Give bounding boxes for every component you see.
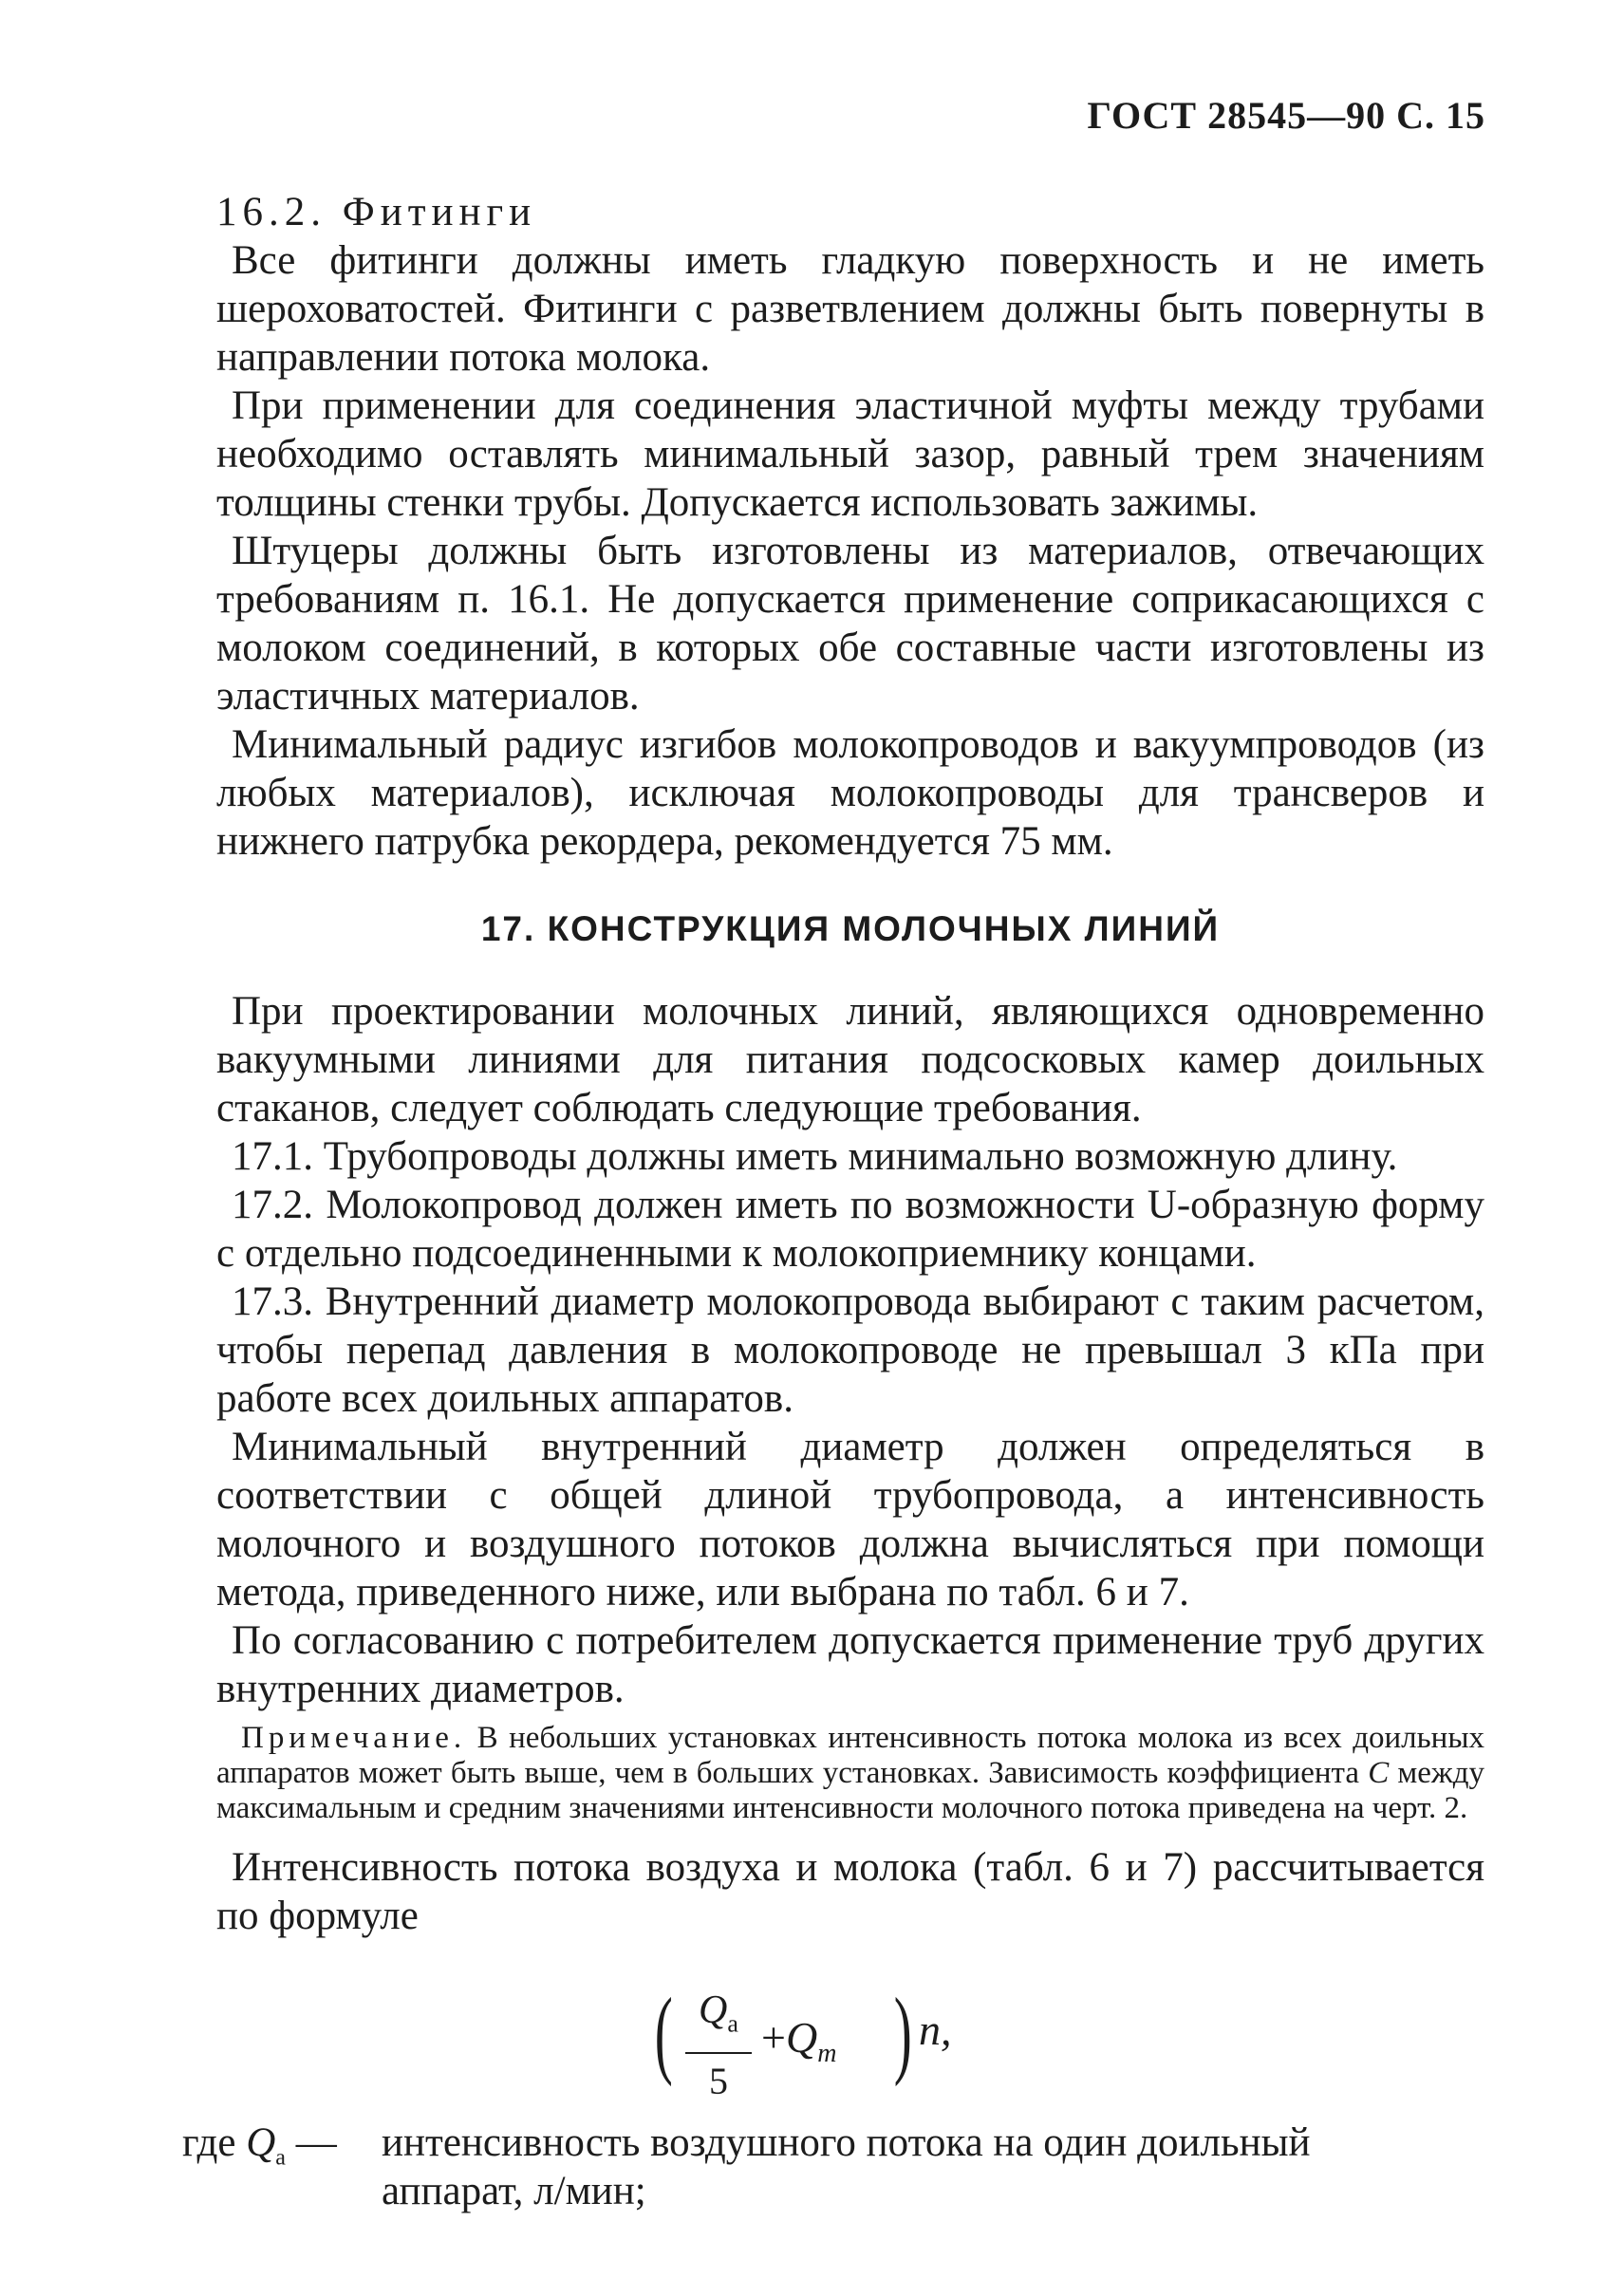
- flow-formula: [216, 1980, 1484, 2103]
- formula-fraction-bar: [685, 2052, 752, 2054]
- paragraph-design-intro: При проектировании молочных линий, являющихся одновременно вакуумными линиями для питания подсосковых камер доильных стаканов, следует соблюдать следующие требования.: [216, 989, 1484, 1130]
- paragraph-17-2: 17.2. Молокопровод должен иметь по возможности U-образную форму с отдельно подсоединенными к молокоприемнику концами.: [216, 1183, 1484, 1276]
- where-dash: —: [295, 2120, 337, 2165]
- paragraph-fittings-surface: Все фитинги должны иметь гладкую поверхность и не иметь шероховатостей. Фитинги с разветвлением должны быть повернуты в направлении потока молока.: [216, 238, 1484, 380]
- formula-plus-term: [761, 2012, 836, 2069]
- paragraph-min-diameter: Минимальный внутренний диаметр должен определяться в соответствии с общей длиной трубопровода, а интенсивность молочного и воздушного потоков должна вычисляться при помощи метода, приведенного ниже, или выбрана по табл. 6 и 7.: [216, 1425, 1484, 1615]
- paragraph-nipples-materials: Штуцеры должны быть изготовлены из материалов, отвечающих требованиям п. 16.1. Не допускается применение соприкасающихся с молоком соединений, в которых обе составные части изготовлены из эластичных материалов.: [216, 529, 1484, 719]
- formula-plus: +: [761, 2013, 786, 2062]
- formula-numerator: [685, 1986, 752, 2048]
- where-definition: [182, 2119, 1484, 2215]
- paragraph-formula-intro: Интенсивность потока воздуха и молока (табл. 6 и 7) рассчитывается по формуле: [216, 1845, 1484, 1938]
- note-text-part-2: между максимальным и средним значениями интенсивности молочного потока приведена на черт. 2.: [216, 1756, 1485, 1825]
- formula-numerator-sub: а: [727, 2009, 738, 2038]
- formula-denominator: 5: [709, 2060, 728, 2103]
- where-lead: [182, 2119, 337, 2183]
- subsection-title-16-2: [216, 188, 1484, 236]
- formula-multiplier: n,: [919, 2006, 952, 2054]
- document-body: [182, 188, 1485, 2215]
- note-label: Примечание.: [241, 1721, 467, 1755]
- where-definition-line-2: аппарат, л/мин;: [382, 2169, 646, 2213]
- paragraph-17-3: 17.3. Внутренний диаметр молокопровода выбирают с таким расчетом, чтобы перепад давления в молокопроводе не превышал 3 кПа при работе всех доильных аппаратов.: [216, 1279, 1484, 1421]
- note-text-part-1: В небольших установках интенсивность потока молока из всех доильных аппаратов может быть выше, чем в больших установках. Зависимость коэффициента: [216, 1721, 1484, 1790]
- formula-numerator-var: Q: [699, 1988, 728, 2032]
- paragraph-bend-radius: Минимальный радиус изгибов молокопроводов и вакуумпроводов (из любых материалов), исключая молокопроводы для трансверов и нижнего патрубка рекордера, рекомендуется 75 мм.: [216, 722, 1484, 864]
- where-var-sub: а: [275, 2145, 286, 2171]
- formula-term-var: Q: [785, 2013, 818, 2062]
- page-header: ГОСТ 28545—90 С. 15: [1087, 94, 1485, 137]
- section-heading-17: 17. КОНСТРУКЦИЯ МОЛОЧНЫХ ЛИНИЙ: [480, 909, 1221, 948]
- where-word: где: [182, 2120, 236, 2165]
- subsection-title-text: 16.2. Фитинги: [216, 190, 537, 234]
- where-var: Q: [246, 2120, 276, 2165]
- formula-paren-open: (: [654, 1978, 673, 2087]
- paragraph-customer-agreement: По согласованию с потребителем допускается применение труб других внутренних диаметров.: [216, 1618, 1484, 1711]
- paragraph-coupling-gap: При применении для соединения эластичной муфты между трубами необходимо оставлять минимальный зазор, равный трем значениям толщины стенки трубы. Допускается использовать зажимы.: [216, 383, 1484, 525]
- note-block: [216, 1721, 1484, 1826]
- formula-fraction: [685, 1986, 752, 2103]
- formula-paren-close: ): [893, 1978, 912, 2087]
- where-definition-line-1: интенсивность воздушного потока на один доильный: [382, 2120, 1311, 2165]
- note-coefficient-var: C: [1368, 1756, 1390, 1790]
- paragraph-17-1: 17.1. Трубопроводы должны иметь минимально возможную длину.: [232, 1134, 1398, 1179]
- formula-term-sub: m: [817, 2039, 837, 2069]
